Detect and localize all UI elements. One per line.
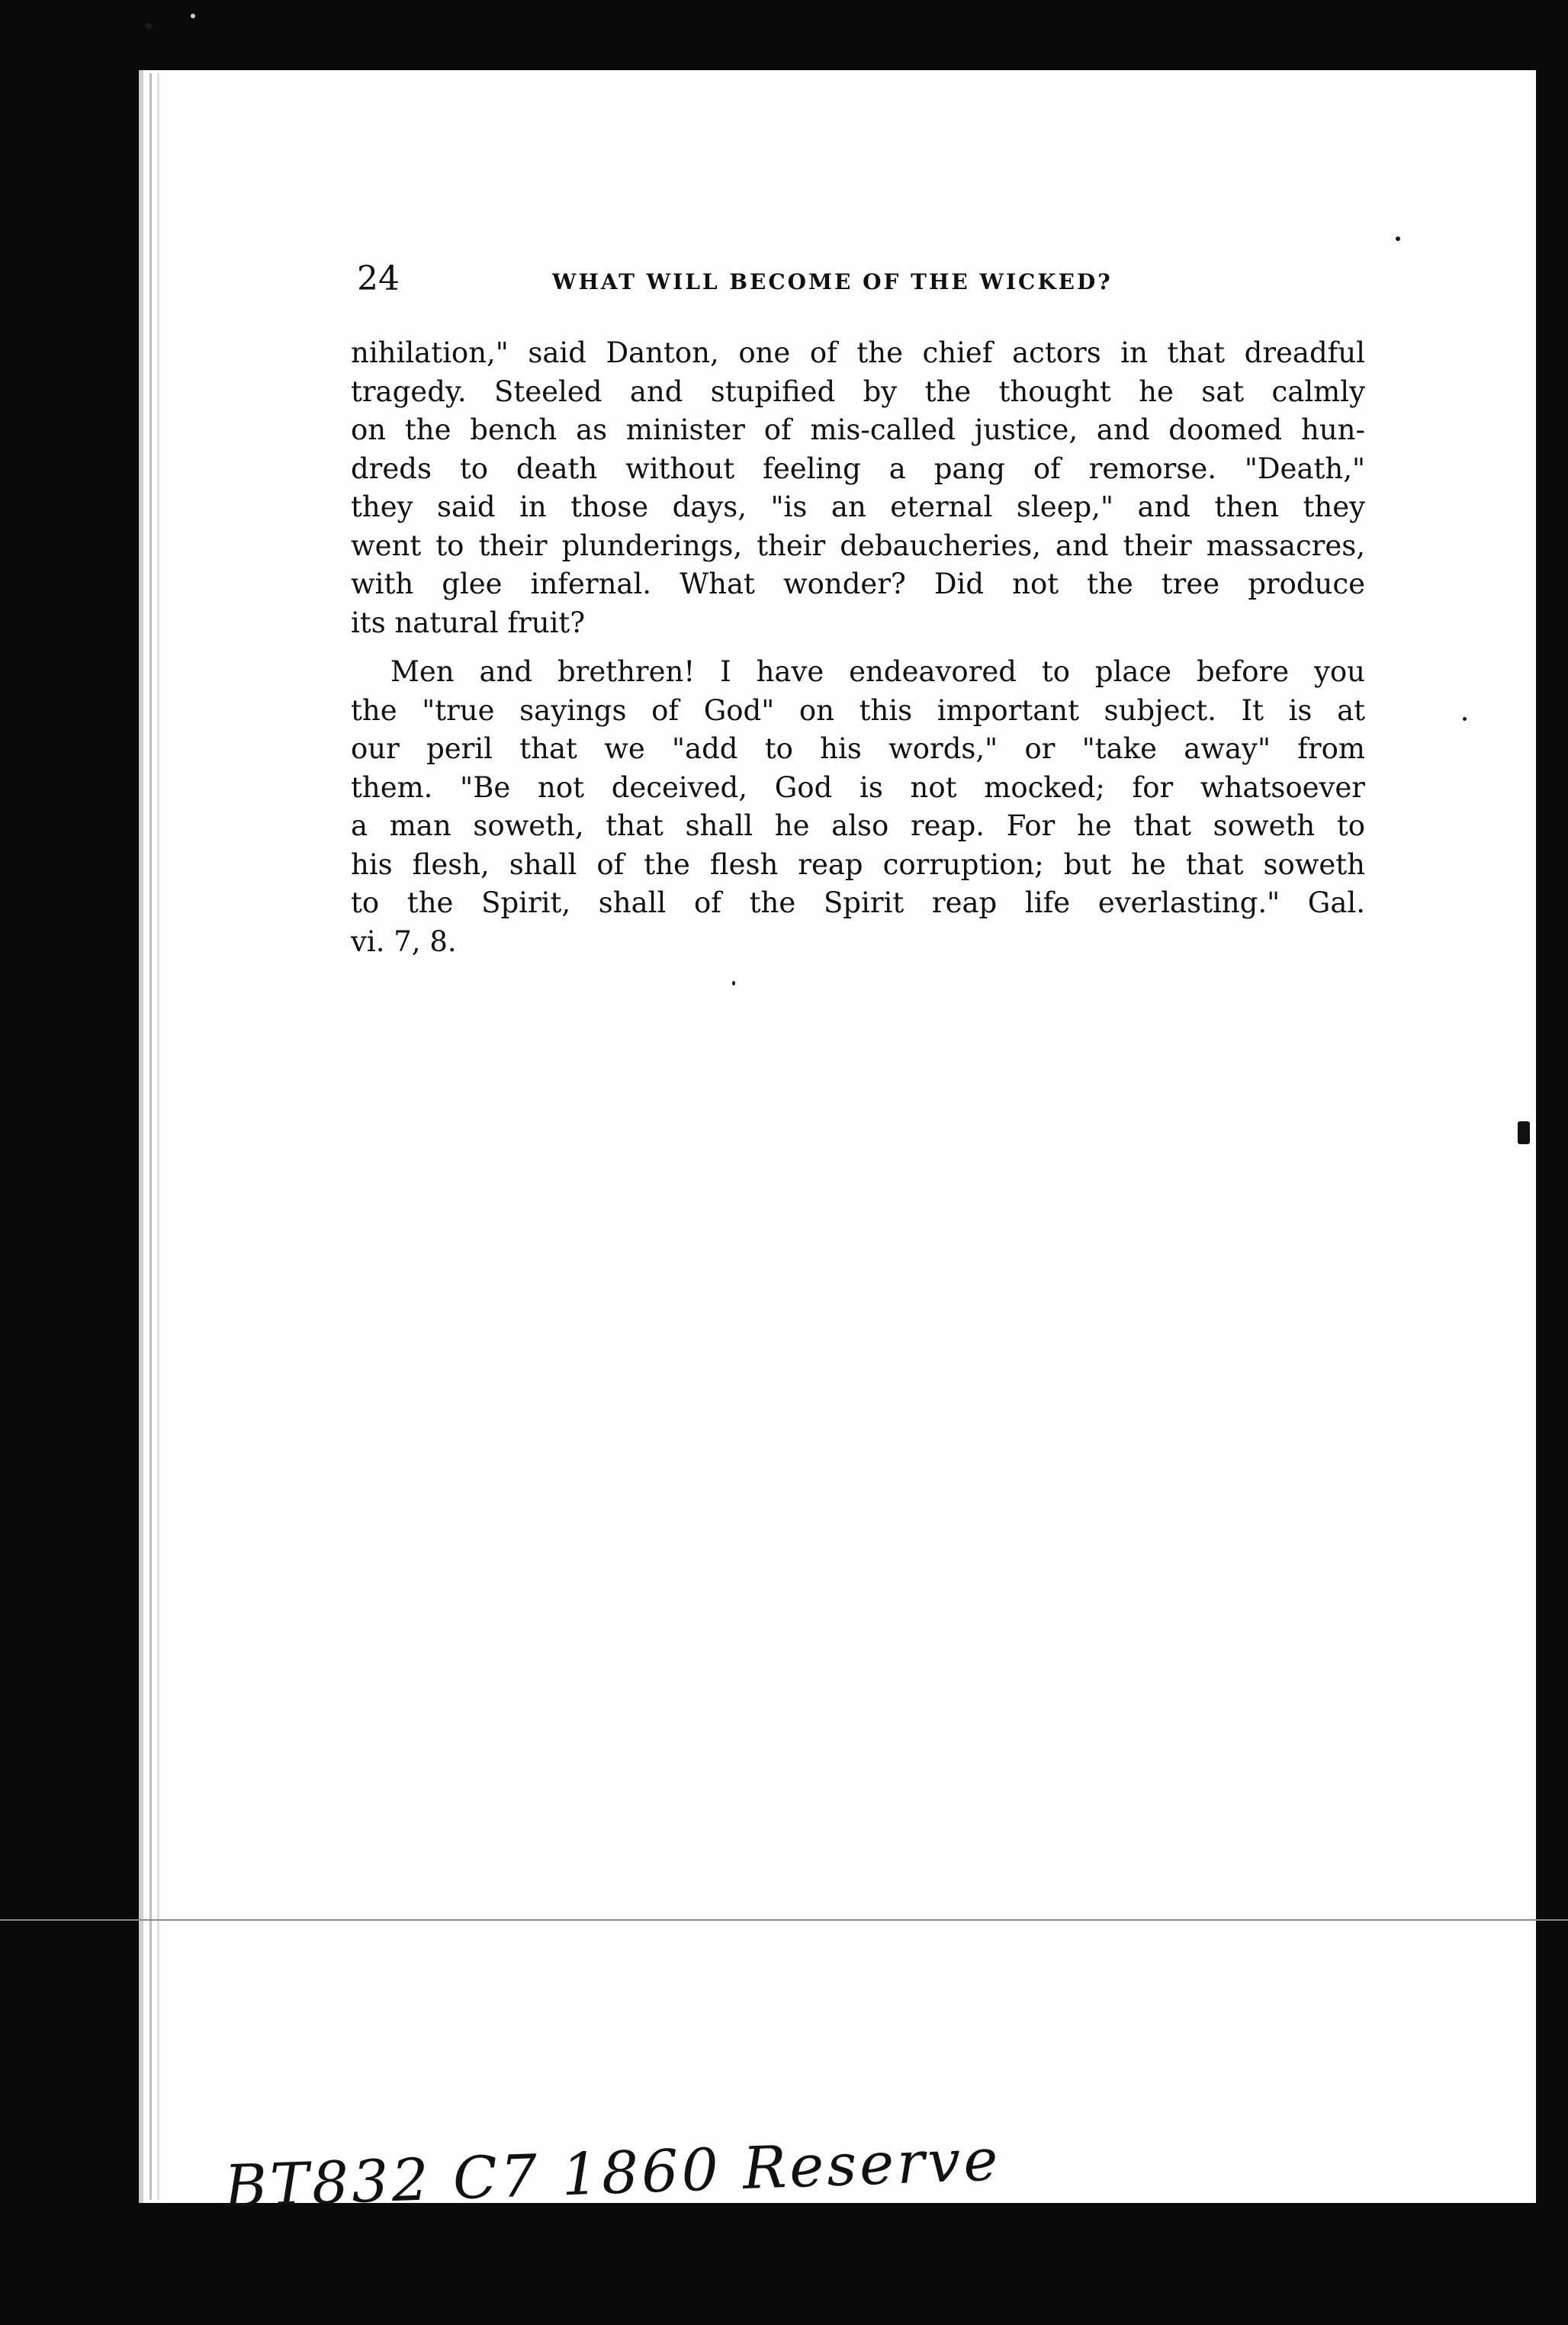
text-line: dreds to death without feeling a pang of remorse. "Death," bbox=[351, 452, 1365, 485]
text-line: its natural fruit? bbox=[351, 606, 586, 639]
body-text bbox=[351, 334, 1365, 961]
text-line: a man soweth, that shall he also reap. For he that soweth to bbox=[351, 809, 1365, 842]
text-line: vi. 7, 8. bbox=[351, 925, 457, 958]
page-edge-line bbox=[157, 73, 159, 2200]
paragraph-gap bbox=[351, 642, 1365, 653]
page-edge-line bbox=[149, 73, 152, 2200]
handwritten-call-number: BT832 C7 1860 Reserve bbox=[223, 2125, 1002, 2220]
page-header bbox=[357, 256, 1364, 302]
paragraph bbox=[351, 653, 1365, 961]
text-line: them. "Be not deceived, God is not mocked; for whatsoever bbox=[351, 770, 1365, 804]
text-line: Men and brethren! I have endeavored to place before you bbox=[390, 655, 1365, 688]
text-line: they said in those days, "is an eternal sleep," and then they bbox=[351, 490, 1365, 523]
text-line: nihilation," said Danton, one of the chief actors in that dreadful bbox=[351, 336, 1365, 369]
text-line: tragedy. Steeled and stupified by the thought he sat calmly bbox=[351, 375, 1365, 408]
text-line: with glee infernal. What wonder? Did not the tree produce bbox=[351, 568, 1365, 600]
dust-speck bbox=[191, 14, 195, 18]
dust-speck bbox=[145, 23, 153, 29]
binding-mark bbox=[1518, 1121, 1530, 1144]
text-line: his flesh, shall of the flesh reap corruption; but he that soweth bbox=[351, 847, 1365, 881]
text-line: our peril that we "add to his words," or "take away" from bbox=[351, 732, 1365, 765]
page-number: 24 bbox=[357, 259, 400, 298]
dust-speck bbox=[1396, 236, 1400, 241]
text-line: on the bench as minister of mis-called justice, and doomed hun- bbox=[351, 413, 1365, 446]
paragraph bbox=[351, 334, 1365, 642]
text-line: to the Spirit, shall of the Spirit reap life everlasting." Gal. bbox=[351, 886, 1365, 919]
running-head: WHAT WILL BECOME OF THE WICKED? bbox=[552, 269, 1113, 294]
scan-artifact-line bbox=[0, 1919, 1568, 1921]
dust-speck bbox=[732, 981, 735, 986]
text-line: the "true sayings of God" on this important subject. It is at bbox=[351, 693, 1365, 727]
dust-speck bbox=[1463, 717, 1467, 721]
text-line: went to their plunderings, their debaucheries, and their massacres, bbox=[351, 529, 1365, 562]
